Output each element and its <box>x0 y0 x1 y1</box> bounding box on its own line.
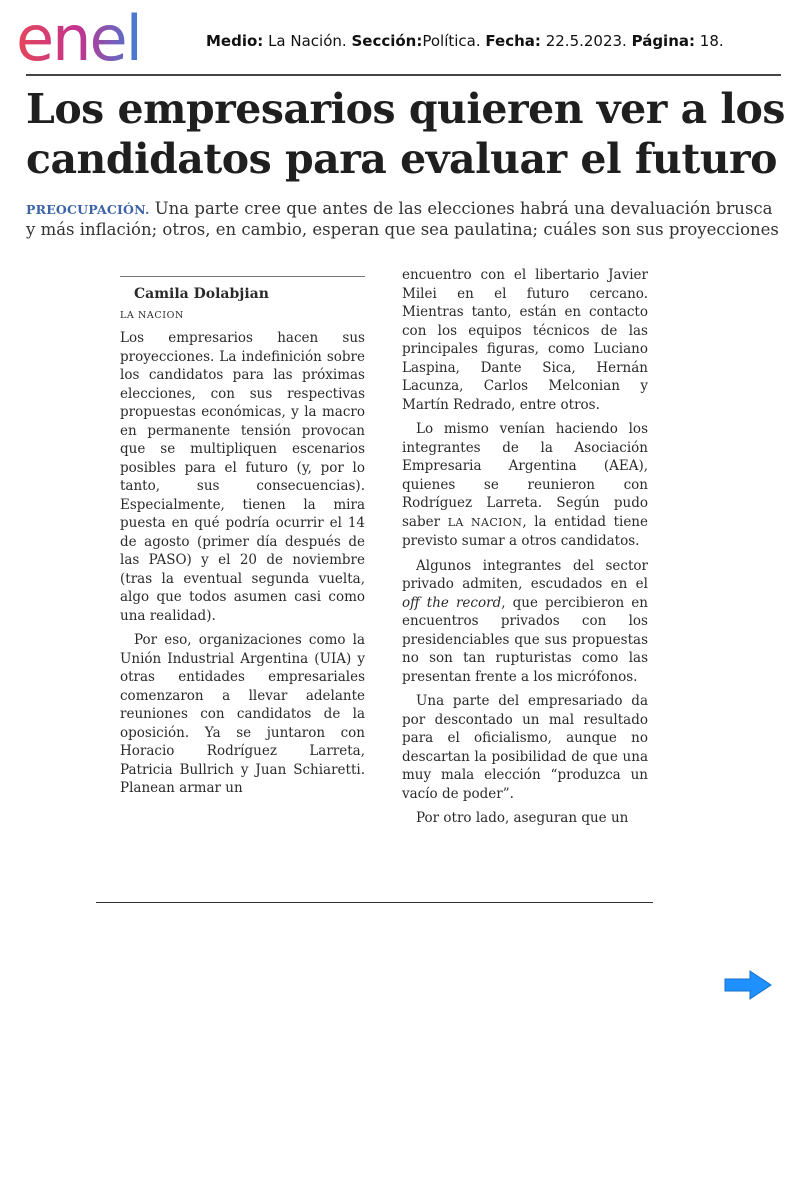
paragraph <box>402 557 648 687</box>
paragraph-text: , que percibieron en encuentros privados con los presidenciables que sus propuestas no son tan rupturistas como las presentan frente a los micrófonos. <box>402 594 648 685</box>
pagina-value: 18. <box>699 32 724 50</box>
paragraph: Por otro lado, aseguran que un <box>416 810 629 826</box>
paragraph: encuentro con el libertario Javier Milei en el futuro cercano. Mientras tanto, están en contacto con los equipos técnicos de las principales figuras, como Luciano Laspina, Dante Sica, Hernán Lacunza, Carlos Melconian y Martín Redrado, entre otros. <box>402 267 648 413</box>
italic-phrase: off the record <box>402 594 502 611</box>
headline: Los empresarios quieren ver a los candidatos para evaluar el futuro <box>26 85 785 183</box>
seccion-value: Política. <box>422 32 481 50</box>
kicker: PREOCUPACIÓN. <box>26 202 150 217</box>
paragraph-text: , la entidad tiene previsto sumar a otros candidatos. <box>402 513 648 549</box>
medio-value: La Nación. <box>268 32 347 50</box>
fecha-value: 22.5.2023. <box>545 32 627 50</box>
paragraph <box>402 420 648 551</box>
article-column-1 <box>120 264 365 804</box>
arrow-right-icon[interactable] <box>722 968 774 1002</box>
paragraph-text: Algunos integrantes del sector privado admiten, escudados en el <box>402 557 648 592</box>
byline-divider <box>120 276 365 277</box>
seccion-label: Sección: <box>351 32 423 50</box>
source-metadata <box>206 32 724 50</box>
fecha-label: Fecha: <box>485 32 541 50</box>
article-column-2 <box>402 266 648 834</box>
svg-text:enel: enel <box>16 4 141 70</box>
paragraph: Por eso, organizaciones como la Unión Industrial Argentina (UIA) y otras entidades empresariales comenzaron a llevar adelante reuniones con candidatos de la oposición. Ya se juntaron con Horacio Rodríguez Larreta, Patricia Bullrich y Juan Schiaretti. Planean armar un <box>120 632 365 796</box>
outlet-name: LA NACION <box>120 310 184 321</box>
medio-label: Medio: <box>206 32 264 50</box>
paragraph: Los empresarios hacen sus proyecciones. La indefinición sobre los candidatos para las próximas elecciones, con sus respectivas propuestas económicas, y la macro en permanente tensión provocan que se multipliquen escenarios posibles para el futuro (y, por lo tanto, sus consecuencias). Especialmente, tienen la mira puesta en qué podría ocurrir el 14 de agosto (primer día después de las PASO) y el 20 de noviembre (tras la eventual segunda vuelta, algo que todos asumen casi como una realidad). <box>120 330 365 624</box>
deck-text: Una parte cree que antes de las elecciones habrá una devaluación brusca y más inflación; otros, en cambio, esperan que sea paulatina; cuáles son sus proyecciones <box>26 199 779 239</box>
enel-logo <box>14 4 180 70</box>
author-name: Camila Dolabjian <box>134 286 269 302</box>
paragraph-text: Lo mismo venían haciendo los integrantes de la Asociación Empresaria Argentina (AEA), quienes se reunieron con Rodríguez Larreta. Según pudo saber <box>402 421 648 530</box>
outlet-mention: LA NACION <box>447 515 523 529</box>
pagina-label: Página: <box>631 32 696 50</box>
header-divider <box>26 74 781 76</box>
deck <box>26 199 786 240</box>
paragraph: Una parte del empresariado da por descontado un mal resultado para el oficialismo, aunque no descartan la posibilidad de que una muy mala elección “produzca un vacío de poder”. <box>402 693 648 802</box>
article-end-divider <box>96 902 653 903</box>
